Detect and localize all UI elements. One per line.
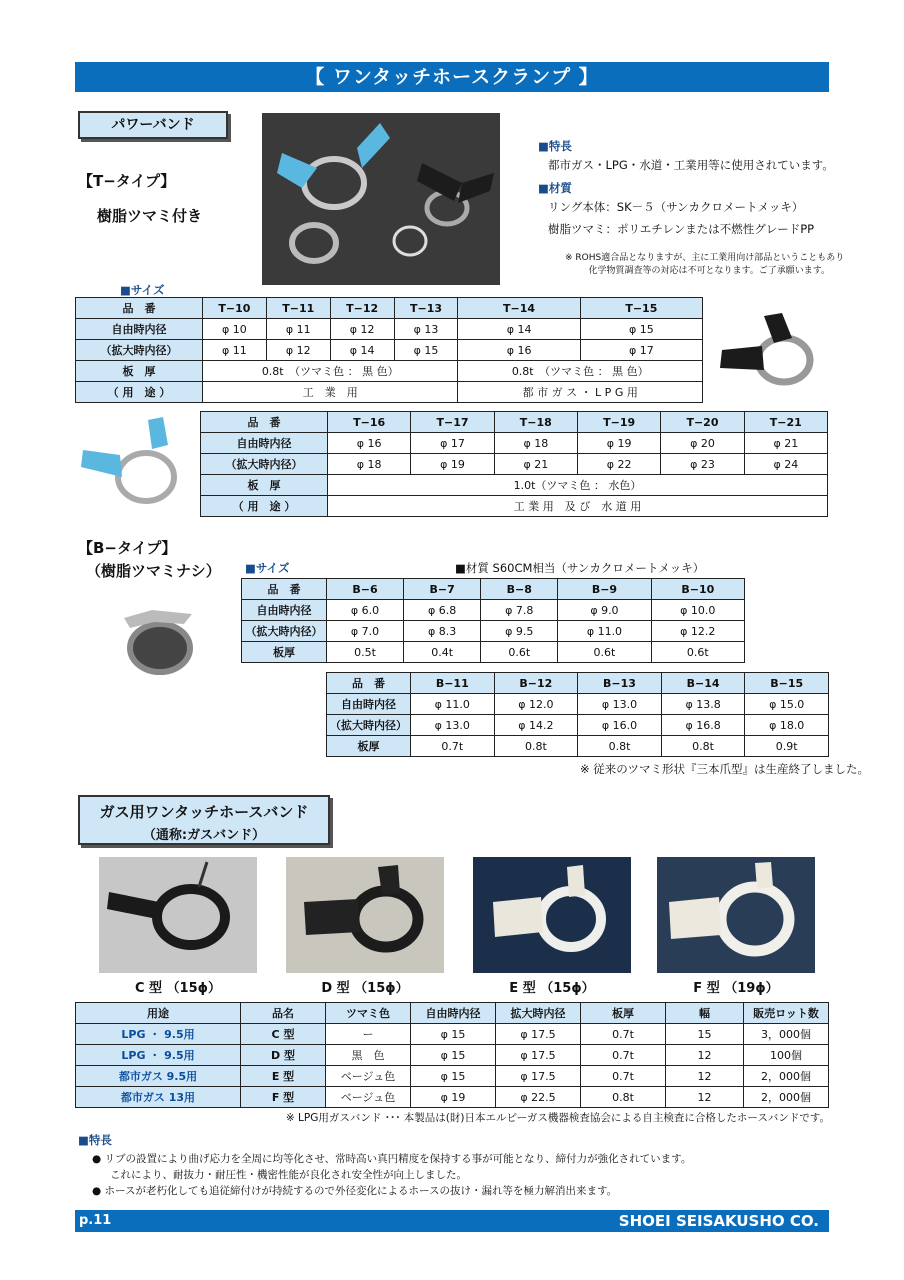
table-row — [76, 1087, 829, 1108]
material-knob: 樹脂ツマミ：ポリエチレンまたは不燃性グレードPP — [548, 222, 815, 236]
table-cell: φ 13.8 — [661, 694, 745, 715]
table-cell: 工 業 用 — [203, 382, 458, 403]
table-cell: B−7 — [404, 579, 481, 600]
table-cell: φ 22 — [577, 454, 660, 475]
table-cell: T−13 — [394, 298, 458, 319]
gas-band-note: ※ LPG用ガスバンド ･･･ 本製品は(財)日本エルピーガス機器検査協会による自主検査に合格したホースバンドです。 — [285, 1112, 830, 1124]
table-cell: φ 16 — [458, 340, 580, 361]
thickness-header: 板 厚 — [201, 475, 328, 496]
table-cell: B−8 — [481, 579, 558, 600]
table-cell: φ 20 — [661, 433, 744, 454]
table-header: 板厚 — [581, 1003, 666, 1024]
table-cell: φ 6.8 — [404, 600, 481, 621]
table-cell: φ 8.3 — [404, 621, 481, 642]
table-header: 用途 — [76, 1003, 241, 1024]
table-cell: φ 13 — [394, 319, 458, 340]
table-cell: 工 業 用 及 び 水 道 用 — [328, 496, 828, 517]
thickness-header: 板厚 — [242, 642, 327, 663]
features-text: 都市ガス・LPG・水道・工業用等に使用されています。 — [548, 158, 834, 172]
table-cell: φ 15 — [394, 340, 458, 361]
table-cell: E 型 — [241, 1066, 326, 1087]
table-cell: φ 16 — [328, 433, 411, 454]
c-type-photo — [99, 857, 257, 973]
table-cell: φ 17.5 — [496, 1045, 581, 1066]
c-type-caption: C 型 （15ϕ） — [134, 981, 222, 996]
table-cell: B−12 — [494, 673, 578, 694]
table-cell: 0.8t — [581, 1087, 666, 1108]
black-clamp-photo — [712, 308, 827, 390]
free-header: 自由時内径 — [242, 600, 327, 621]
b-clamp-photo — [112, 600, 207, 678]
table-cell: φ 16.0 — [578, 715, 662, 736]
table-cell: T−18 — [494, 412, 577, 433]
table-cell: T−20 — [661, 412, 744, 433]
table-cell: 2，000個 — [744, 1066, 829, 1087]
table-cell: φ 13.0 — [578, 694, 662, 715]
blue-clamp-illustration — [78, 415, 193, 507]
table-cell: ー — [326, 1024, 411, 1045]
table-cell: 0.5t — [327, 642, 404, 663]
table-cell: φ 17.5 — [496, 1024, 581, 1045]
table-cell: φ 15.0 — [745, 694, 829, 715]
table-cell: 都 市 ガ ス ・ L P G 用 — [458, 382, 703, 403]
table-cell: LPG ・ 9.5用 — [76, 1024, 241, 1045]
b-type-subtitle: （樹脂ツマミナシ） — [86, 562, 221, 580]
table-cell: ベージュ色 — [326, 1087, 411, 1108]
table-cell: 0.8t — [494, 736, 578, 757]
table-cell: φ 11.0 — [558, 621, 651, 642]
e-type-illustration — [473, 857, 631, 973]
table-cell: φ 18 — [328, 454, 411, 475]
free-header: 自由時内径 — [327, 694, 411, 715]
table-cell: φ 14 — [330, 340, 394, 361]
table-row — [76, 1024, 829, 1045]
bottom-feature-1: ● リブの設置により曲げ応力を全周に均等化させ、常時高い真円精度を保持する事が可能となり、締付力が強化されています。 — [92, 1153, 692, 1165]
table-row — [76, 1045, 829, 1066]
table-cell: φ 24 — [744, 454, 827, 475]
b-size-table-2 — [326, 672, 829, 757]
table-cell: 0.6t — [481, 642, 558, 663]
table-cell: 0.7t — [411, 736, 495, 757]
table-cell: 0.8t （ツマミ色 ： 黒 色） — [203, 361, 458, 382]
table-cell: φ 23 — [661, 454, 744, 475]
table-cell: T−14 — [458, 298, 580, 319]
table-cell: φ 15 — [411, 1045, 496, 1066]
free-header: 自由時内径 — [201, 433, 328, 454]
b-size-table-1 — [241, 578, 745, 663]
table-cell: F 型 — [241, 1087, 326, 1108]
blue-clamp-photo — [78, 415, 193, 507]
bottom-features-label: ■特長 — [78, 1133, 112, 1147]
table-cell: T−21 — [744, 412, 827, 433]
model-header: 品 番 — [327, 673, 411, 694]
table-cell: T−17 — [411, 412, 494, 433]
table-cell: φ 12 — [330, 319, 394, 340]
table-cell: φ 15 — [580, 319, 702, 340]
table-cell: 0.6t — [558, 642, 651, 663]
b-clamp-illustration — [112, 600, 207, 678]
table-cell: φ 17.5 — [496, 1066, 581, 1087]
table-cell: T−16 — [328, 412, 411, 433]
t-type-product-photo — [262, 113, 500, 285]
table-cell: T−15 — [580, 298, 702, 319]
table-header: 自由時内径 — [411, 1003, 496, 1024]
d-type-photo — [286, 857, 444, 973]
table-cell: 0.8t — [661, 736, 745, 757]
table-cell: T−12 — [330, 298, 394, 319]
table-cell: D 型 — [241, 1045, 326, 1066]
table-cell: φ 16.8 — [661, 715, 745, 736]
table-cell: φ 10 — [203, 319, 267, 340]
table-cell: T−11 — [266, 298, 330, 319]
model-header: 品 番 — [76, 298, 203, 319]
table-cell: φ 11 — [266, 319, 330, 340]
page-number: p.11 — [79, 1213, 112, 1228]
table-cell: 0.7t — [581, 1024, 666, 1045]
power-band-heading: パワーバンド — [78, 111, 228, 139]
f-type-illustration — [657, 857, 815, 973]
table-cell: φ 14 — [458, 319, 580, 340]
table-cell: φ 11.0 — [411, 694, 495, 715]
table-cell: φ 18 — [494, 433, 577, 454]
table-cell: LPG ・ 9.5用 — [76, 1045, 241, 1066]
free-header: 自由時内径 — [76, 319, 203, 340]
table-cell: φ 14.2 — [494, 715, 578, 736]
table-cell: 2，000個 — [744, 1087, 829, 1108]
table-cell: φ 21 — [494, 454, 577, 475]
table-cell: 0.7t — [581, 1045, 666, 1066]
table-cell: 黒 色 — [326, 1045, 411, 1066]
table-header: 拡大時内径 — [496, 1003, 581, 1024]
table-cell: φ 19 — [577, 433, 660, 454]
company-name: SHOEI SEISAKUSHO CO. — [618, 1212, 819, 1230]
table-cell: φ 19 — [411, 454, 494, 475]
table-cell: φ 11 — [203, 340, 267, 361]
table-cell: φ 7.8 — [481, 600, 558, 621]
table-cell: 都市ガス 13用 — [76, 1087, 241, 1108]
bottom-feature-3: ● ホースが老朽化しても追従締付けが持続するので外径変化によるホースの抜け・漏れ等を極力解消出来ます。 — [92, 1185, 618, 1197]
table-cell: φ 7.0 — [327, 621, 404, 642]
rohs-note: ※ ROHS適合品となりますが、主に工業用向け部品ということもあり 化学物質調査等の対応は不可となります。ご了承願います。 — [565, 253, 845, 276]
page-footer — [75, 1210, 829, 1232]
gas-band-title: ガス用ワンタッチホースバンド — [99, 803, 309, 821]
table-header: 販売ロット数 — [744, 1003, 829, 1024]
table-cell: B−9 — [558, 579, 651, 600]
thickness-header: 板厚 — [327, 736, 411, 757]
table-cell: φ 18.0 — [745, 715, 829, 736]
table-header: 品名 — [241, 1003, 326, 1024]
table-cell: B−6 — [327, 579, 404, 600]
table-cell: φ 15 — [411, 1066, 496, 1087]
table-cell: 0.8t （ツマミ色 ： 黒 色） — [458, 361, 703, 382]
b-discontinued-note: ※ 従来のツマミ形状『三本爪型』は生産終了しました。 — [580, 762, 870, 776]
b-size-label: ■サイズ — [245, 561, 290, 575]
b-type-title: 【B−タイプ】 — [78, 539, 177, 557]
use-header: （ 用 途 ） — [76, 382, 203, 403]
expanded-header: （拡大時内径） — [76, 340, 203, 361]
table-cell: φ 12.0 — [494, 694, 578, 715]
thickness-header: 板 厚 — [76, 361, 203, 382]
use-header: （ 用 途 ） — [201, 496, 328, 517]
material-label: ■材質 — [538, 181, 572, 195]
table-cell: B−15 — [745, 673, 829, 694]
table-cell: 12 — [666, 1087, 744, 1108]
e-type-caption: E 型 （15ϕ） — [509, 981, 595, 996]
table-cell: 1.0t（ツマミ色 ： 水色） — [328, 475, 828, 496]
table-header: 幅 — [666, 1003, 744, 1024]
expanded-header: （拡大時内径） — [327, 715, 411, 736]
size-label: ■サイズ — [120, 283, 165, 297]
b-material: ■材質 S60CM相当（サンカクロメートメッキ） — [455, 561, 705, 575]
bottom-feature-2: これにより、耐抜力・耐圧性・機密性能が良化され安全性が向上しました。 — [110, 1169, 467, 1181]
table-cell: C 型 — [241, 1024, 326, 1045]
table-cell: T−10 — [203, 298, 267, 319]
table-cell: φ 9.0 — [558, 600, 651, 621]
t-type-title: 【T−タイプ】 — [78, 172, 176, 190]
gas-band-heading — [78, 795, 330, 845]
table-cell: 12 — [666, 1066, 744, 1087]
black-clamp-illustration — [712, 308, 827, 390]
table-cell: φ 12.2 — [651, 621, 744, 642]
e-type-photo — [473, 857, 631, 973]
expanded-header: （拡大時内径） — [242, 621, 327, 642]
table-cell: B−14 — [661, 673, 745, 694]
table-cell: 3，000個 — [744, 1024, 829, 1045]
table-cell: 100個 — [744, 1045, 829, 1066]
table-cell: φ 6.0 — [327, 600, 404, 621]
table-cell: 0.8t — [578, 736, 662, 757]
table-cell: 0.9t — [745, 736, 829, 757]
table-cell: ベージュ色 — [326, 1066, 411, 1087]
features-label: ■特長 — [538, 139, 572, 153]
table-cell: φ 9.5 — [481, 621, 558, 642]
model-header: 品 番 — [242, 579, 327, 600]
table-cell: φ 21 — [744, 433, 827, 454]
gas-band-table — [75, 1002, 829, 1108]
table-cell: 都市ガス 9.5用 — [76, 1066, 241, 1087]
table-cell: 12 — [666, 1045, 744, 1066]
table-header: ツマミ色 — [326, 1003, 411, 1024]
table-cell: φ 17 — [411, 433, 494, 454]
table-cell: φ 19 — [411, 1087, 496, 1108]
table-cell: φ 10.0 — [651, 600, 744, 621]
table-cell: φ 13.0 — [411, 715, 495, 736]
table-cell: T−19 — [577, 412, 660, 433]
table-row — [76, 1066, 829, 1087]
table-cell: 15 — [666, 1024, 744, 1045]
table-cell: φ 17 — [580, 340, 702, 361]
material-ring: リング本体：SK－５（サンカクロメートメッキ） — [548, 200, 804, 214]
model-header: 品 番 — [201, 412, 328, 433]
table-cell: φ 12 — [266, 340, 330, 361]
f-type-caption: F 型 （19ϕ） — [693, 981, 779, 996]
gas-band-subtitle: （通称:ガスバンド） — [142, 828, 266, 843]
table-cell: φ 15 — [411, 1024, 496, 1045]
table-cell: B−10 — [651, 579, 744, 600]
d-type-illustration — [286, 857, 444, 973]
clamp-illustration — [262, 113, 500, 285]
expanded-header: （拡大時内径） — [201, 454, 328, 475]
f-type-photo — [657, 857, 815, 973]
c-type-illustration — [99, 857, 257, 973]
table-cell: 0.4t — [404, 642, 481, 663]
page-banner: 【 ワンタッチホースクランプ 】 — [75, 62, 829, 92]
t-type-subtitle: 樹脂ツマミ付き — [97, 207, 203, 225]
table-cell: φ 22.5 — [496, 1087, 581, 1108]
t-size-table-1 — [75, 297, 703, 403]
t-size-table-2 — [200, 411, 828, 517]
table-cell: B−13 — [578, 673, 662, 694]
table-cell: 0.7t — [581, 1066, 666, 1087]
d-type-caption: D 型 （15ϕ） — [321, 981, 409, 996]
table-cell: 0.6t — [651, 642, 744, 663]
table-cell: B−11 — [411, 673, 495, 694]
